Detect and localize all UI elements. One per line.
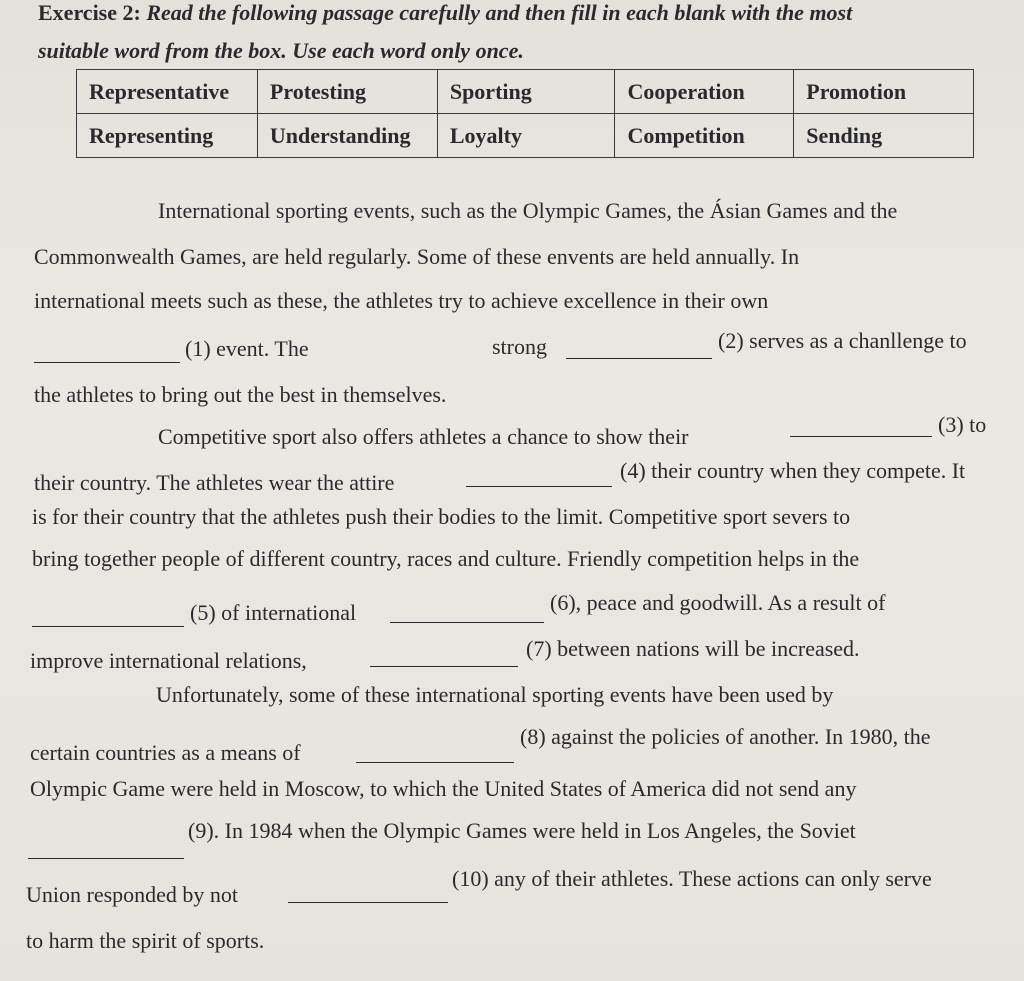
passage-line: Union responded by not <box>26 882 239 907</box>
word-cell: Representative <box>77 70 258 114</box>
passage-line: (10) any of their athletes. These actions can only serve <box>452 866 932 891</box>
passage-line: (5) of international <box>190 600 357 625</box>
passage-line: Olympic Game were held in Moscow, to which the United States of America did not send any <box>30 776 857 801</box>
passage-line: (2) serves as a chanllenge to <box>718 328 967 353</box>
passage-line: (9). In 1984 when the Olympic Games were held in Los Angeles, the Soviet <box>188 818 856 843</box>
passage-line: Competitive sport also offers athletes a chance to show their <box>158 424 689 449</box>
passage-line: to harm the spirit of sports. <box>26 928 265 953</box>
word-box-row <box>77 114 974 158</box>
blank-2-field[interactable] <box>566 340 712 359</box>
word-cell: Representing <box>77 114 258 158</box>
word-cell: Protesting <box>257 70 437 114</box>
passage-line: (3) to <box>938 412 987 437</box>
blank-6-field[interactable] <box>390 604 544 623</box>
passage-line: the athletes to bring out the best in themselves. <box>34 382 447 407</box>
blank-7-field[interactable] <box>370 648 518 667</box>
blank-4-field[interactable] <box>466 468 612 487</box>
instruction-line-2: suitable word from the box. Use each word only once. <box>38 38 524 63</box>
passage-line: (8) against the policies of another. In 1980, the <box>520 724 931 749</box>
passage-line: (7) between nations will be increased. <box>526 636 860 661</box>
passage-line: Unfortunately, some of these international sporting events have been used by <box>156 682 834 707</box>
passage-line: is for their country that the athletes push their bodies to the limit. Competitive sport severs to <box>32 504 851 529</box>
passage-line: certain countries as a means of <box>30 740 301 765</box>
word-box <box>76 69 974 158</box>
passage-line: International sporting events, such as the Olympic Games, the Ásian Games and the <box>158 198 898 223</box>
passage-line: (1) event. The <box>185 336 309 361</box>
passage-line: strong <box>492 334 547 359</box>
word-cell: Sending <box>794 114 974 158</box>
word-cell: Cooperation <box>615 70 794 114</box>
word-cell: Understanding <box>257 114 437 158</box>
word-cell: Sporting <box>437 70 615 114</box>
passage-line: their country. The athletes wear the attire <box>34 470 395 495</box>
blank-1-field[interactable] <box>34 344 180 363</box>
instruction-line-1: Read the following passage carefully and then fill in each blank with the most <box>146 0 853 25</box>
passage-line: Commonwealth Games, are held regularly. Some of these envents are held annually. In <box>34 244 800 269</box>
blank-3-field[interactable] <box>790 418 932 437</box>
passage-line: (6), peace and goodwill. As a result of <box>550 590 886 615</box>
passage-line: improve international relations, <box>30 648 307 673</box>
passage-line: (4) their country when they compete. It <box>620 458 966 483</box>
word-cell: Promotion <box>794 70 974 114</box>
word-box-row <box>77 70 974 114</box>
blank-5-field[interactable] <box>32 608 184 627</box>
word-cell: Loyalty <box>437 114 615 158</box>
blank-8-field[interactable] <box>356 744 514 763</box>
word-cell: Competition <box>615 114 794 158</box>
passage-line: international meets such as these, the athletes try to achieve excellence in their own <box>34 288 769 313</box>
blank-10-field[interactable] <box>288 884 448 903</box>
blank-9-field[interactable] <box>28 840 184 859</box>
exercise-label: Exercise 2: <box>38 0 141 25</box>
passage-line: bring together people of different country, races and culture. Friendly competition helps in the <box>32 546 860 571</box>
exercise-heading <box>38 0 852 26</box>
